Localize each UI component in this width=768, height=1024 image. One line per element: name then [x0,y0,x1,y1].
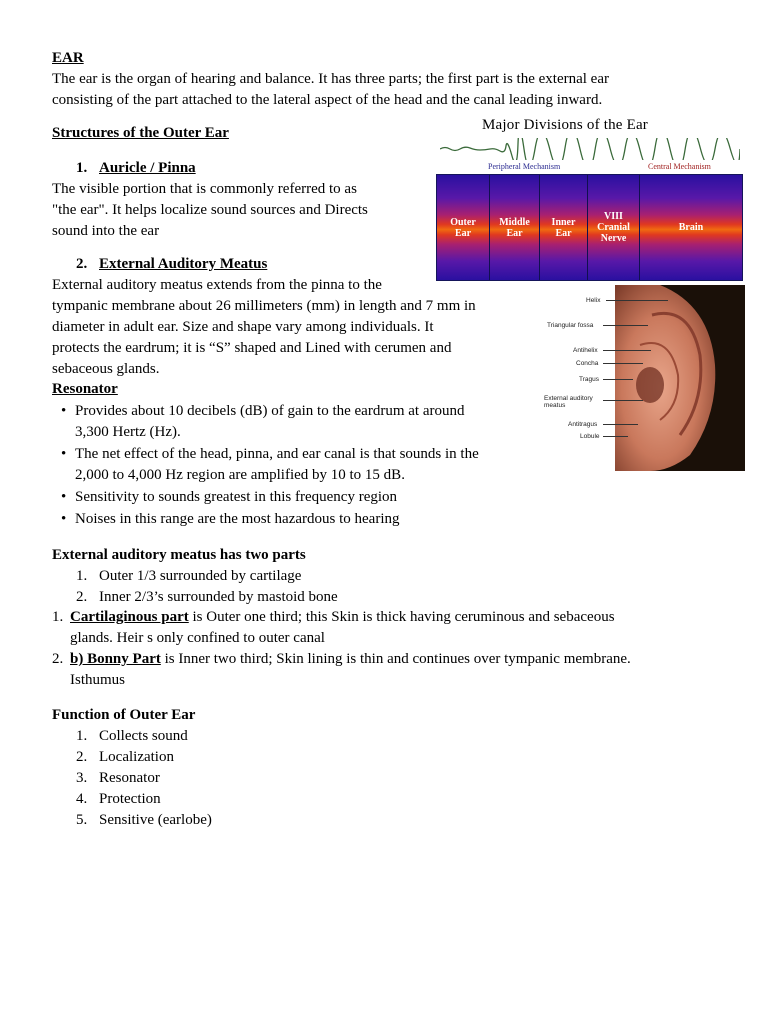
function-item-5: Sensitive (earlobe) [99,812,212,828]
parts-heading: External auditory meatus has two parts [52,547,306,563]
meatus-line-2: tympanic membrane about 26 millimeters (mm) in length and 7 mm in [52,298,476,314]
outer-ear-heading: Structures of the Outer Ear [52,125,229,141]
cell-inner-ear: Inner Ear [540,175,588,280]
label-concha: Concha [576,360,599,367]
leader-lobule [603,436,628,437]
function-item-3: Resonator [99,770,160,786]
meatus-number: 2. [76,256,88,272]
pinna-number: 1. [76,160,88,176]
function-item-3-number: 3. [76,770,88,786]
label-antihelix: Antihelix [573,347,598,354]
leader-antihelix [603,350,651,351]
detail-1-number: 1. [52,609,64,625]
meatus-heading: External Auditory Meatus [99,256,268,272]
cell-outer-ear: Outer Ear [437,175,490,280]
leader-antitragus [603,424,638,425]
meatus-line-1: External auditory meatus extends from the pinna to the [52,277,382,293]
parts-item-2-number: 2. [76,589,88,605]
page-title: EAR [52,50,84,66]
cell-middle-ear: Middle Ear [490,175,540,280]
function-item-1-number: 1. [76,728,88,744]
leader-concha [603,363,643,364]
leader-triangular-fossa [603,325,648,326]
meatus-line-4: protects the eardrum; it is “S” shaped and Lined with cerumen and [52,340,452,356]
function-item-4: Protection [99,791,161,807]
resonator-bullet-4: • Noises in this range are the most hazardous to hearing [75,509,400,530]
leader-helix [606,300,668,301]
detail-2-cont: Isthumus [70,672,126,688]
resonator-bullet-3: • Sensitivity to sounds greatest in this frequency region [75,487,397,508]
resonator-bullet-2-cont: 2,000 to 4,000 Hz region are amplified by 10 to 15 dB. [75,467,405,483]
peripheral-mechanism-label: Peripheral Mechanism [488,162,561,171]
detail-2-number: 2. [52,651,64,667]
meatus-line-3: diameter in adult ear. Size and shape vary among individuals. It [52,319,434,335]
resonator-heading: Resonator [52,381,118,397]
label-tragus: Tragus [579,376,599,383]
ear-anatomy-image [540,285,745,471]
sound-wave-graphic [440,138,740,160]
leader-meatus [603,400,643,401]
function-item-4-number: 4. [76,791,88,807]
cell-cranial-nerve: VIII Cranial Nerve [588,175,640,280]
intro-line-2: consisting of the part attached to the lateral aspect of the head and the canal leading inward. [52,92,603,108]
pinna-line-3: sound into the ear [52,223,160,239]
detail-2-label: b) Bonny Part [70,651,161,667]
detail-2-text: is Inner two third; Skin lining is thin and continues over tympanic membrane. [160,651,631,667]
diagram-title: Major Divisions of the Ear [482,117,649,133]
detail-1-text: is Outer one third; this Skin is thick having ceruminous and sebaceous [188,609,615,625]
label-antitragus: Antitragus [568,421,598,428]
function-heading: Function of Outer Ear [52,707,196,723]
resonator-bullet-2: • The net effect of the head, pinna, and ear canal is that sounds in the [75,444,479,465]
detail-1-label: Cartilaginous part [70,609,189,625]
detail-2 [70,649,631,670]
label-lobule: Lobule [580,433,600,440]
resonator-bullet-1: • Provides about 10 decibels (dB) of gain to the eardrum at around [75,401,464,422]
leader-tragus [603,379,633,380]
parts-item-1: Outer 1/3 surrounded by cartilage [99,568,302,584]
resonator-bullet-1-cont: 3,300 Hertz (Hz). [75,424,181,440]
meatus-line-5: sebaceous glands. [52,361,160,377]
pinna-heading: Auricle / Pinna [99,160,196,176]
parts-item-2: Inner 2/3’s surrounded by mastoid bone [99,589,338,605]
detail-1-cont: glands. Heir s only confined to outer canal [70,630,325,646]
intro-line-1: The ear is the organ of hearing and balance. It has three parts; the first part is the external ear [52,71,609,87]
divisions-band [436,174,743,281]
label-external-auditory-meatus: External auditory meatus [544,395,593,409]
ear-illustration [540,285,745,471]
central-mechanism-label: Central Mechanism [648,162,711,171]
function-item-2: Localization [99,749,174,765]
function-item-2-number: 2. [76,749,88,765]
mechanism-labels [436,162,744,174]
pinna-line-2: "the ear". It helps localize sound sources and Directs [52,202,368,218]
function-item-5-number: 5. [76,812,88,828]
label-triangular-fossa: Triangular fossa [547,322,594,329]
parts-item-1-number: 1. [76,568,88,584]
detail-1 [70,607,615,628]
label-helix: Helix [586,297,601,304]
function-item-1: Collects sound [99,728,188,744]
cell-brain: Brain [678,222,704,233]
pinna-line-1: The visible portion that is commonly referred to as [52,181,357,197]
